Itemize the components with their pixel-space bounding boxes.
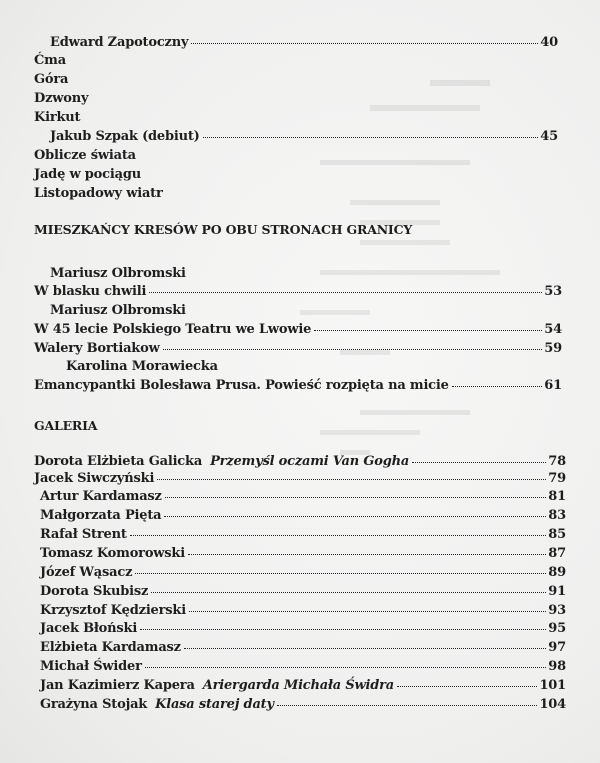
gallery-author: Jan Kazimierz Kapera <box>40 678 195 693</box>
dot-leader <box>151 592 546 593</box>
poem-title: Góra <box>34 72 69 87</box>
dot-leader <box>203 137 539 138</box>
entry-page: 40 <box>540 35 558 50</box>
dot-leader <box>135 573 546 574</box>
gallery-entry <box>40 603 566 618</box>
gallery-entry <box>34 471 566 486</box>
gallery-entry <box>40 640 566 655</box>
show-through-texture <box>300 60 560 760</box>
gallery-entry <box>40 697 566 712</box>
gallery-entry <box>40 508 566 523</box>
entry-author: Walery Bortiakow <box>34 341 160 356</box>
poem-title: Kirkut <box>34 110 81 125</box>
toc-entry-szpak <box>50 129 558 144</box>
section-heading: MIESZKAŃCY KRESÓW PO OBU STRONACH GRANICY <box>34 222 413 237</box>
gallery-entry <box>40 659 566 674</box>
gallery-author: Rafał Strent <box>40 527 127 542</box>
dot-leader <box>157 479 546 480</box>
gallery-author: Małgorzata Pięta <box>40 508 162 523</box>
poem-title: Listopadowy wiatr <box>34 186 163 201</box>
dot-leader <box>149 292 542 293</box>
entry-author: Karolina Morawiecka <box>66 359 218 374</box>
toc-entry <box>34 322 562 337</box>
dot-leader <box>145 667 547 668</box>
entry-page: 61 <box>544 378 562 393</box>
dot-leader <box>184 648 546 649</box>
poem-title: Ćma <box>34 53 66 68</box>
gallery-page: 85 <box>548 527 566 542</box>
gallery-entry <box>34 454 566 469</box>
gallery-page: 87 <box>548 546 566 561</box>
gallery-author: Dorota Skubisz <box>40 584 149 599</box>
gallery-entry <box>40 546 566 561</box>
gallery-author: Elżbieta Kardamasz <box>40 640 181 655</box>
gallery-page: 97 <box>548 640 566 655</box>
entry-author: Jakub Szpak (debiut) <box>50 129 200 144</box>
gallery-page: 83 <box>548 508 566 523</box>
dot-leader <box>165 497 547 498</box>
entry-page: 53 <box>544 284 562 299</box>
gallery-page: 81 <box>548 489 566 504</box>
dot-leader <box>191 43 538 44</box>
section-heading: GALERIA <box>34 418 98 433</box>
entry-author: Mariusz Olbromski <box>50 303 186 318</box>
gallery-author: Krzysztof Kędzierski <box>40 603 186 618</box>
toc-entry <box>34 341 562 356</box>
gallery-entry <box>40 527 566 542</box>
entry-page: 54 <box>544 322 562 337</box>
gallery-author: Dorota Elżbieta Galicka <box>34 454 203 469</box>
gallery-page: 101 <box>539 678 566 693</box>
entry-title: W 45 lecie Polskiego Teatru we Lwowie <box>34 322 312 337</box>
poem-title: Dzwony <box>34 91 89 106</box>
gallery-page: 79 <box>548 471 566 486</box>
dot-leader <box>189 611 546 612</box>
gallery-entry <box>40 621 566 636</box>
gallery-work-title: Przemyśl oczami Van Gogha <box>210 454 410 469</box>
gallery-page: 78 <box>548 454 566 469</box>
gallery-work-title: Ariergarda Michała Świdra <box>202 678 395 693</box>
gallery-entry <box>40 678 566 693</box>
dot-leader <box>130 535 547 536</box>
gallery-author: Tomasz Komorowski <box>40 546 185 561</box>
gallery-author: Józef Wąsacz <box>40 565 133 580</box>
dot-leader <box>163 349 543 350</box>
dot-leader <box>397 686 537 687</box>
gallery-author: Artur Kardamasz <box>40 489 162 504</box>
entry-page: 59 <box>544 341 562 356</box>
gallery-page: 98 <box>548 659 566 674</box>
gallery-author: Grażyna Stojak <box>40 697 148 712</box>
entry-author: Mariusz Olbromski <box>50 266 186 281</box>
gallery-author: Jacek Błoński <box>40 621 138 636</box>
gallery-page: 91 <box>548 584 566 599</box>
entry-title: Emancypantki Bolesława Prusa. Powieść rozpięta na micie <box>34 378 449 393</box>
gallery-page: 104 <box>539 697 566 712</box>
dot-leader <box>188 554 546 555</box>
gallery-entry <box>40 565 566 580</box>
dot-leader <box>140 629 546 630</box>
gallery-entry <box>40 489 566 504</box>
gallery-author: Michał Świder <box>40 659 142 674</box>
gallery-author: Jacek Siwczyński <box>34 471 155 486</box>
gallery-page: 93 <box>548 603 566 618</box>
dot-leader <box>412 462 546 463</box>
dot-leader <box>452 386 543 387</box>
poem-title: Jadę w pociągu <box>34 167 141 182</box>
gallery-page: 95 <box>548 621 566 636</box>
entry-author: Edward Zapotoczny <box>50 35 189 50</box>
toc-entry <box>34 378 562 393</box>
entry-title: W blasku chwili <box>34 284 147 299</box>
dot-leader <box>314 330 542 331</box>
poem-title: Oblicze świata <box>34 148 136 163</box>
dot-leader <box>277 705 538 706</box>
entry-page: 45 <box>540 129 558 144</box>
gallery-work-title: Klasa starej daty <box>155 697 274 712</box>
dot-leader <box>164 516 546 517</box>
gallery-page: 89 <box>548 565 566 580</box>
toc-entry <box>34 284 562 299</box>
toc-entry-zapotoczny <box>50 35 558 50</box>
gallery-entry <box>40 584 566 599</box>
